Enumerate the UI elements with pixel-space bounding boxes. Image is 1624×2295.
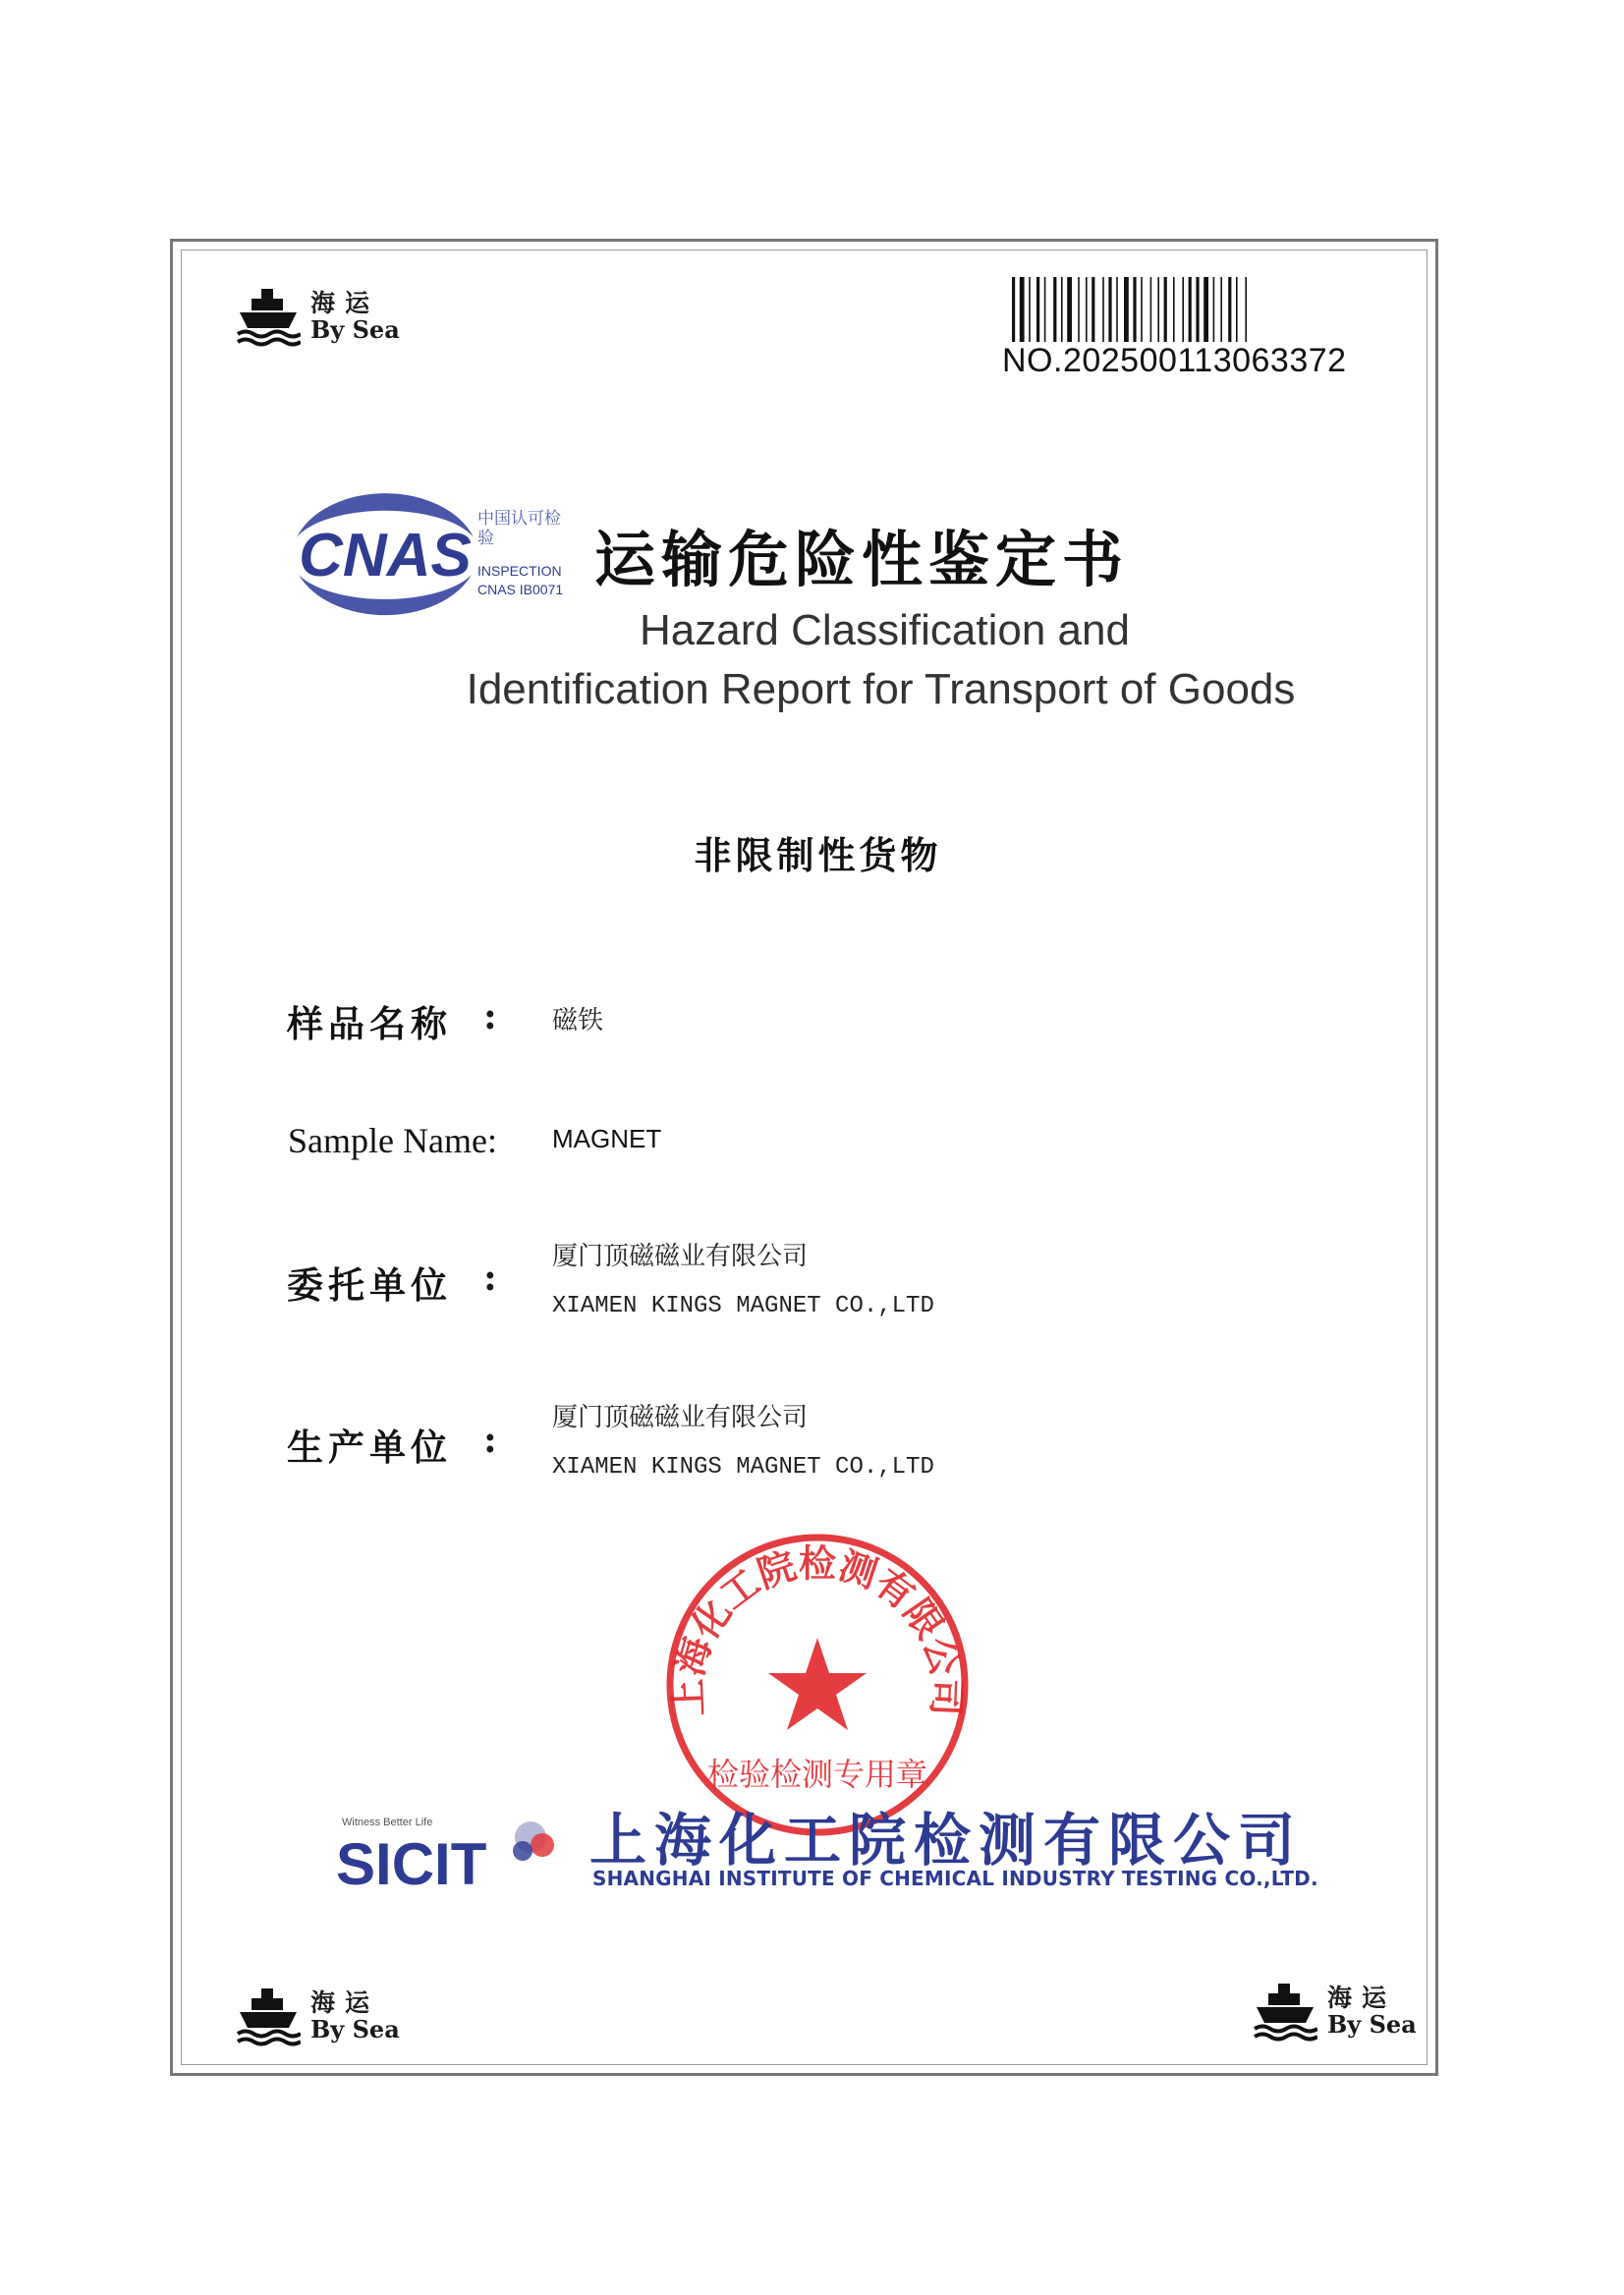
barcode-bar (1116, 277, 1118, 342)
by-sea-en-label: By Sea (310, 314, 400, 344)
client-value-cn: 厦门顶磁磁业有限公司 (552, 1242, 809, 1271)
barcode-bar (1150, 277, 1152, 342)
barcode-bar (1020, 277, 1025, 342)
seal-bottom-text: 检验检测专用章 (706, 1756, 928, 1793)
barcode-bar (1141, 277, 1143, 342)
barcode-bar (1133, 277, 1136, 342)
cnas-cn-label: 中国认可检验 (477, 509, 561, 549)
barcode-bar (1124, 277, 1129, 342)
barcode-bar (1220, 277, 1222, 342)
colon: : (483, 994, 497, 1037)
title-en-line2: Identification Report for Transport of Goods (466, 665, 1296, 713)
barcode-bar (1053, 277, 1056, 342)
report-number: NO.202500113063372 (1002, 342, 1347, 379)
barcode-bar (1067, 277, 1072, 342)
barcode-bar (1029, 277, 1031, 342)
client-label: 委托单位 (287, 1263, 452, 1307)
barcode-bar (1102, 277, 1104, 342)
by-sea-mark-bottom-left (236, 1985, 400, 2047)
cnas-logo-text: CNAS (299, 522, 472, 589)
by-sea-en-label: By Sea (310, 2014, 400, 2043)
cargo-category: 非限制性货物 (694, 834, 942, 877)
title-en-line1: Hazard Classification and (640, 606, 1130, 654)
barcode-bar (1108, 277, 1111, 342)
ship-icon (236, 285, 301, 348)
seal-ring-text: 上海化工院检测有限公司 (665, 1540, 970, 1717)
barcode-bar (1245, 277, 1247, 342)
barcode-bar (1228, 277, 1231, 342)
colon: : (483, 1256, 497, 1299)
barcode-bar (1204, 277, 1208, 342)
by-sea-cn-label: 海运 (310, 289, 380, 318)
institute-name-cn: 上海化工院检测有限公司 (589, 1807, 1304, 1874)
cnas-code: CNAS IB0071 (477, 581, 564, 597)
manufacturer-value-en: XIAMEN KINGS MAGNET CO.,LTD (552, 1454, 934, 1481)
barcode-bar (1044, 277, 1046, 342)
colon: : (483, 1418, 497, 1461)
barcode-bar (1213, 277, 1215, 342)
ship-icon (236, 1985, 301, 2047)
barcode-bar (1164, 277, 1167, 342)
sample-name-cn-value: 磁铁 (552, 1006, 604, 1036)
barcode (1010, 277, 1373, 342)
barcode-bar (1092, 277, 1094, 342)
by-sea-cn-label: 海运 (1327, 1984, 1397, 2013)
title-cn: 运输危险性鉴定书 (594, 524, 1130, 595)
barcode-bar (1036, 277, 1039, 342)
by-sea-mark-bottom-right (1253, 1980, 1417, 2043)
manufacturer-value-cn: 厦门顶磁磁业有限公司 (552, 1403, 809, 1432)
barcode-bar (1157, 277, 1159, 342)
barcode-bar (1196, 277, 1199, 342)
ship-icon (1253, 1980, 1317, 2043)
barcode-bar (1173, 277, 1175, 342)
sample-name-en-label: Sample Name: (288, 1121, 497, 1160)
barcode-bar (1086, 277, 1088, 342)
manufacturer-label: 生产单位 (287, 1426, 452, 1469)
by-sea-cn-label: 海运 (310, 1988, 380, 2018)
barcode-bar (1189, 277, 1192, 342)
barcode-bar (1012, 277, 1015, 342)
sample-name-en-value: MAGNET (552, 1124, 662, 1153)
sicit-logo (334, 1798, 580, 1906)
institute-name-en: SHANGHAI INSTITUTE OF CHEMICAL INDUSTRY TESTING CO.,LTD. (592, 1867, 1318, 1890)
barcode-bar (1061, 277, 1063, 342)
cnas-inspection-label (477, 562, 563, 599)
cnas-inspection-text: INSPECTION (477, 563, 562, 579)
star-icon (768, 1638, 867, 1730)
barcode-bar (1182, 277, 1184, 342)
by-sea-en-label: By Sea (1327, 2009, 1417, 2039)
by-sea-mark-top-left (236, 285, 400, 348)
client-value-en: XIAMEN KINGS MAGNET CO.,LTD (552, 1293, 934, 1319)
sicit-logo-text: SICIT (336, 1831, 487, 1897)
barcode-bar (1236, 277, 1238, 342)
barcode-bar (1078, 277, 1080, 342)
sample-name-cn-label: 样品名称 (287, 1002, 452, 1045)
sicit-tagline: Witness Better Life (342, 1817, 433, 1828)
